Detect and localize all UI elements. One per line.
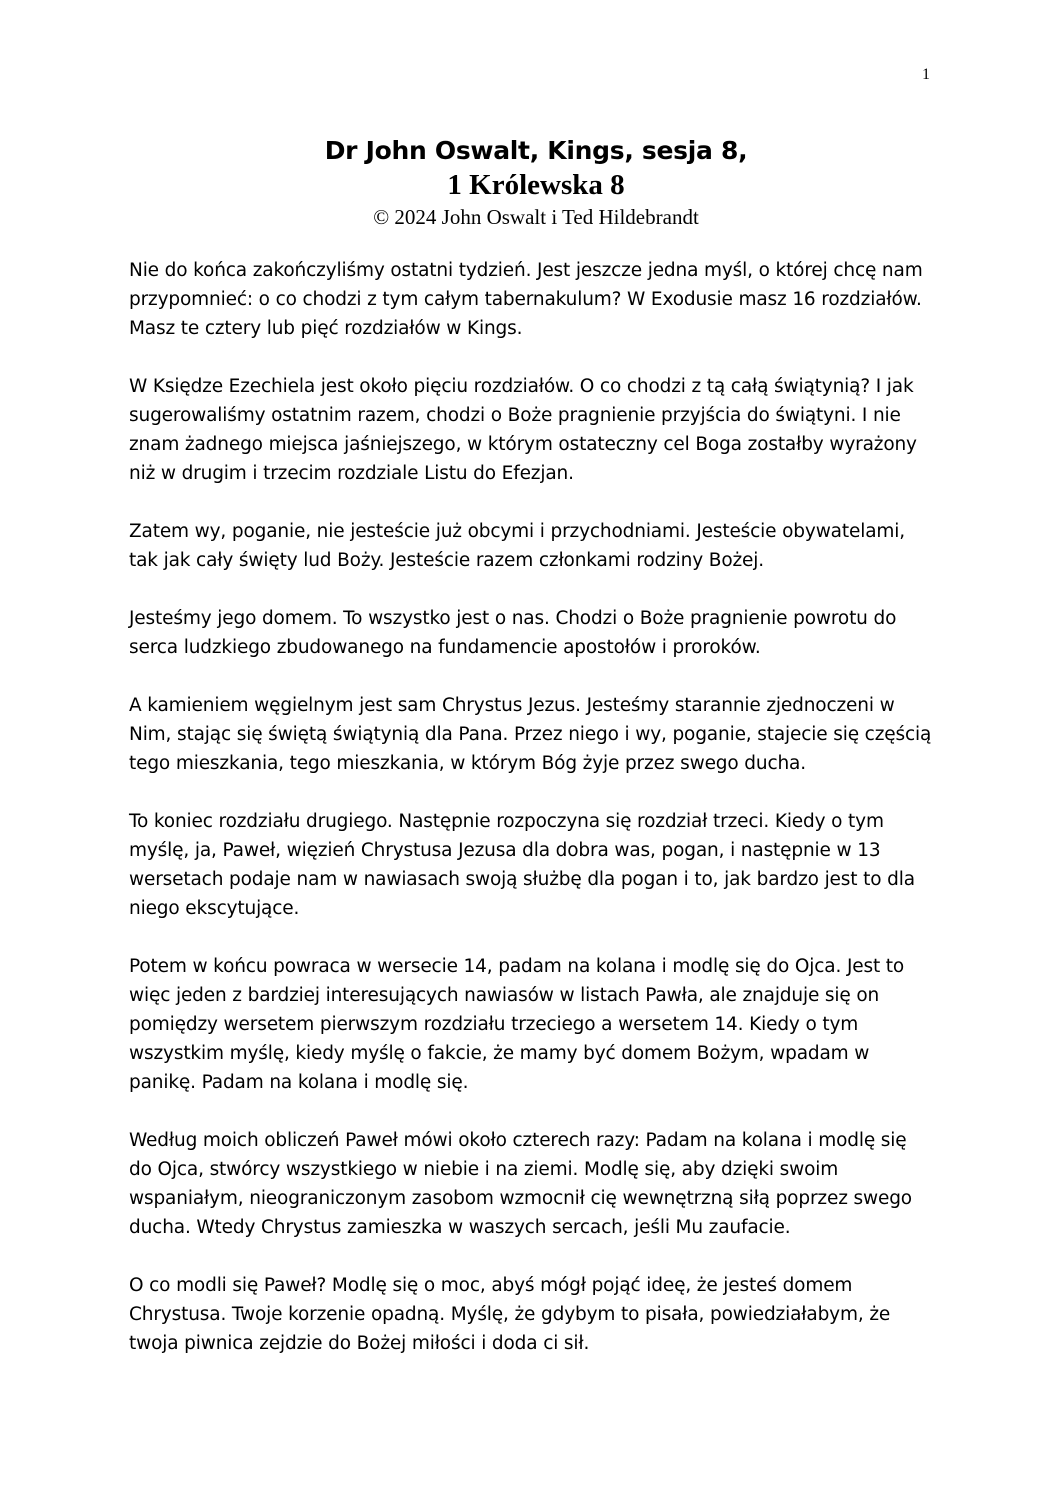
paragraph: W Księdze Ezechiela jest około pięciu rozdziałów. O co chodzi z tą całą świątynią? I jak sugerowaliśmy ostatnim razem, chodzi o Boże pragnienie przyjścia do świątyni. I nie znam żadnego miejsca jaśniejszego, w którym ostateczny cel Boga zostałby wyrażony niż w drugim i trzecim rozdziale Listu do Efezjan. — [129, 376, 917, 484]
title-block — [0, 134, 1058, 230]
paragraph: Nie do końca zakończyliśmy ostatni tydzień. Jest jeszcze jedna myśl, o której chcę nam przypomnieć: o co chodzi z tym całym tabernakulum? W Exodusie masz 16 rozdziałów. Masz te cztery lub pięć rozdziałów w Kings. — [129, 260, 923, 339]
body-text — [129, 256, 934, 1387]
paragraph: A kamieniem węgielnym jest sam Chrystus Jezus. Jesteśmy starannie zjednoczeni w Nim, stając się świętą świątynią dla Pana. Przez niego i wy, poganie, stajecie się częścią tego mieszkania, tego mieszkania, w którym Bóg żyje przez swego ducha. — [129, 695, 932, 774]
document-subtitle: 1 Królewska 8 — [447, 169, 625, 201]
document-title: Dr John Oswalt, Kings, sesja 8, — [324, 136, 748, 165]
paragraph: Zatem wy, poganie, nie jesteście już obcymi i przychodniami. Jesteście obywatelami, tak jak cały święty lud Boży. Jesteście razem członkami rodziny Bożej. — [129, 521, 905, 571]
paragraph: O co modli się Paweł? Modlę się o moc, abyś mógł pojąć ideę, że jesteś domem Chrystusa. Twoje korzenie opadną. Myślę, że gdybym to pisała, powiedziałabym, że twoja piwnica zejdzie do Bożej miłości i doda ci sił. — [129, 1275, 891, 1354]
copyright-line: © 2024 John Oswalt i Ted Hildebrandt — [373, 205, 699, 229]
paragraph: To koniec rozdziału drugiego. Następnie rozpoczyna się rozdział trzeci. Kiedy o tym myślę, ja, Paweł, więzień Chrystusa Jezusa dla dobra was, pogan, i następnie w 13 wersetach podaje nam w nawiasach swoją służbę dla pogan i to, jak bardzo jest to dla niego ekscytujące. — [129, 811, 915, 919]
page-number: 1 — [922, 66, 930, 83]
paragraph: Potem w końcu powraca w wersecie 14, padam na kolana i modlę się do Ojca. Jest to więc jeden z bardziej interesujących nawiasów w listach Pawła, ale znajduje się on pomiędzy wersetem pierwszym rozdziału trzeciego a wersetem 14. Kiedy o tym wszystkim myślę, kiedy myślę o fakcie, że mamy być domem Bożym, wpadam w panikę. Padam na kolana i modlę się. — [129, 956, 905, 1093]
paragraph: Według moich obliczeń Paweł mówi około czterech razy: Padam na kolana i modlę się do Ojca, stwórcy wszystkiego w niebie i na ziemi. Modlę się, aby dzięki swoim wspaniałym, nieograniczonym zasobom wzmocnił cię wewnętrzną siłą poprzez swego ducha. Wtedy Chrystus zamieszka w waszych sercach, jeśli Mu zaufacie. — [129, 1130, 912, 1238]
paragraph: Jesteśmy jego domem. To wszystko jest o nas. Chodzi o Boże pragnienie powrotu do serca ludzkiego zbudowanego na fundamencie apostołów i proroków. — [129, 608, 897, 658]
